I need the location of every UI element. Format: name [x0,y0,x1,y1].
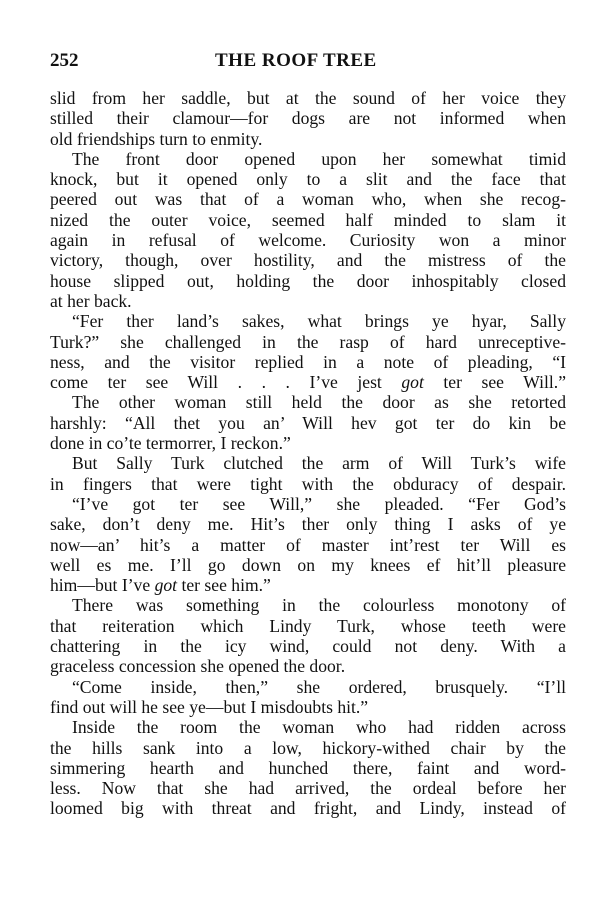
text-line: that reiteration which Lindy Turk, whose teeth were [50,615,566,636]
text-line: nized the outer voice, seemed half minded to slam it [50,209,566,230]
text-line: now—an’ hit’s a matter of master int’rest ter Will es [50,534,566,555]
text-line: less. Now that she had arrived, the ordeal before her [50,778,566,799]
text-line: There was something in the colourless monotony of [72,595,566,616]
text-line-segment: ter see him.” [177,575,271,596]
text-line: loomed big with threat and fright, and Lindy, instead of [50,798,566,819]
text-line [50,575,566,595]
text-line: But Sally Turk clutched the arm of Will Turk’s wife [72,453,566,474]
body-text [50,88,566,819]
text-line: done in co’te termorrer, I reckon.” [50,433,291,454]
text-line: peered out was that of a woman who, when she recog- [50,189,566,210]
text-line: knock, but it opened only to a slit and the face that [50,169,566,190]
text-line: old friendships turn to enmity. [50,128,263,149]
page-header [50,50,566,78]
text-line: at her back. [50,290,132,311]
text-line: “I’ve got ter see Will,” she pleaded. “Fer God’s [72,493,566,514]
running-title: THE ROOF TREE [215,50,377,71]
text-line: house slipped out, holding the door inhospitably closed [50,270,566,291]
text-line [50,372,566,392]
text-line: sake, don’t deny me. Hit’s ther only thing I asks of ye [50,514,566,535]
text-line: The other woman still held the door as she retorted [72,392,566,413]
text-line: The front door opened upon her somewhat timid [72,148,566,169]
page-number: 252 [50,50,79,71]
text-line: victory, though, over hostility, and the mistress of the [50,250,566,271]
text-line: again in refusal of welcome. Curiosity won a minor [50,230,566,251]
book-page [50,50,566,819]
italic-emphasis: got [154,575,178,596]
text-line: graceless concession she opened the door. [50,656,346,677]
text-line: the hills sank into a low, hickory-withed chair by the [50,737,566,758]
text-line: chattering in the icy wind, could not deny. With a [50,636,566,657]
text-line: stilled their clamour—for dogs are not informed when [50,108,566,129]
text-line: in fingers that were tight with the obduracy of despair. [50,473,566,494]
text-line-segment: him—but I’ve [50,575,155,596]
text-line: slid from her saddle, but at the sound of her voice they [50,88,566,108]
text-line: harshly: “All thet you an’ Will hev got ter do kin be [50,412,566,433]
text-line: “Fer ther land’s sakes, what brings ye hyar, Sally [72,311,566,332]
text-line: “Come inside, then,” she ordered, brusquely. “I’ll [72,676,566,697]
text-line: ness, and the visitor replied in a note of pleading, “I [50,351,566,372]
text-line: find out will he see ye—but I misdoubts hit.” [50,696,369,717]
text-line: simmering hearth and hunched there, faint and word- [50,757,566,778]
text-line: Inside the room the woman who had ridden across [72,717,566,738]
italic-emphasis: got [401,372,424,393]
text-line: well es me. I’ll go down on my knees ef hit’ll pleasure [50,554,566,575]
text-line: Turk?” she challenged in the rasp of hard unreceptive- [50,331,566,352]
text-line-segment: ter see Will.” [423,372,566,393]
text-line-segment: come ter see Will . . . I’ve jest [50,372,402,393]
